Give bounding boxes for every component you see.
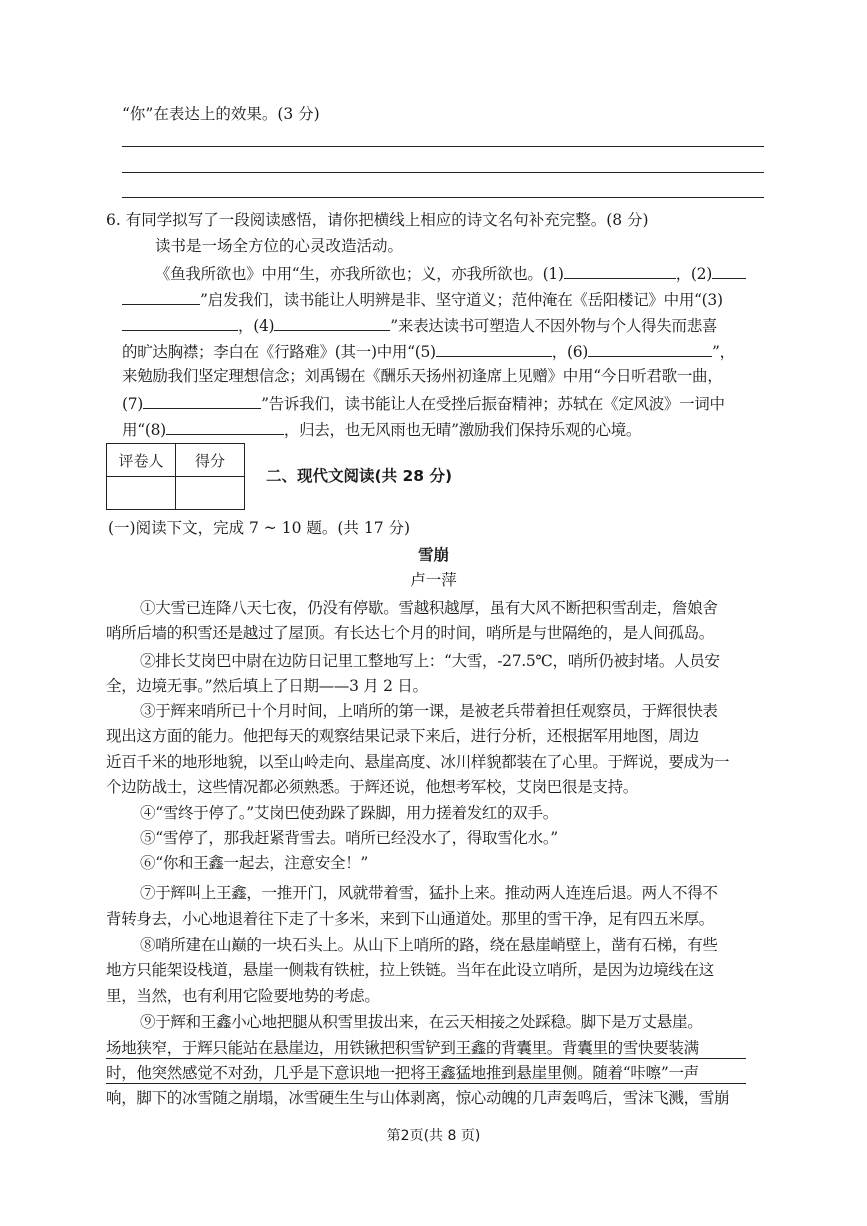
article-line: ②排长艾岗巴中尉在边防日记里工整地写上：“大雪，-27.5℃，哨所仍被封堵。人员安 xyxy=(140,652,720,670)
part1-instruction: (一)阅读下文，完成 7 ~ 10 题。(共 17 分) xyxy=(108,519,411,537)
q6-l3a: ，(4) xyxy=(238,317,275,335)
article-line: ③于辉来哨所已十个月时间，上哨所的第一课，是被老兵带着担任观察员，于辉很快表 xyxy=(140,702,718,720)
q6-line4 xyxy=(122,340,762,362)
q6-l6a: (7) xyxy=(122,395,144,413)
blank-2-start[interactable] xyxy=(712,262,746,279)
q6-line3 xyxy=(122,314,762,336)
article-line: 背转身去，小心地退着往下走了十多米，来到下山通道处。那里的雪干净，足有四五米厚。 xyxy=(106,910,715,928)
answer-line-3 xyxy=(122,197,764,198)
article-line: 全，边境无事。”然后填上了日期——3 月 2 日。 xyxy=(106,677,428,695)
article-line: ⑧哨所建在山巅的一块石头上。从山下上哨所的路，绕在悬崖峭壁上，凿有石梯，有些 xyxy=(140,936,718,954)
article-line: 场地狭窄，于辉只能站在悬崖边，用铁锹把积雪铲到王鑫的背囊里。背囊里的雪快要装满 xyxy=(106,1038,746,1059)
answer-line-2 xyxy=(122,172,764,173)
q5-tail: “你”在表达上的效果。(3 分) xyxy=(122,105,320,123)
article-line: ④“雪终于停了。”艾岗巴使劲跺了跺脚，用力搓着发红的双手。 xyxy=(140,804,558,822)
article-author: 卢一萍 xyxy=(410,571,457,589)
q6-title: 6. 有同学拟写了一段阅读感悟，请你把横线上相应的诗文名句补充完整。(8 分) xyxy=(106,211,649,229)
section-heading: 二、现代文阅读(共 28 分) xyxy=(266,467,453,485)
reviewer-cell[interactable] xyxy=(107,477,176,510)
q6-l4b: ，(6) xyxy=(551,343,589,361)
q6-l7a: 用“(8) xyxy=(122,421,166,439)
q6-l6b: ”告诉我们，读书能让人在受挫后振奋精神；苏轼在《定风波》一词中 xyxy=(261,395,725,413)
article-line: 个边防战士，这些情况都必须熟悉。于辉还说，他想考军校，艾岗巴很是支持。 xyxy=(106,778,639,796)
q6-para1: 读书是一场全方位的心灵改造活动。 xyxy=(155,237,404,255)
article-title: 雪崩 xyxy=(417,546,449,564)
q6-line5: 来勉励我们坚定理想信念；刘禹锡在《酬乐天扬州初逢席上见赠》中用“今日听君歌一曲， xyxy=(122,367,723,385)
q6-l4a: 的旷达胸襟；李白在《行路难》(其一)中用“(5) xyxy=(122,343,436,361)
blank-7[interactable] xyxy=(143,392,261,409)
article-line: ⑦于辉叫上王鑫，一推开门，风就带着雪，猛扑上来。推动两人连连后退。两人不得不 xyxy=(140,884,718,902)
blank-5[interactable] xyxy=(436,340,552,357)
q6-line6 xyxy=(122,392,762,414)
article-line: ①大雪已连降八天七夜，仍没有停歇。雪越积越厚，虽有大风不断把积雪刮走，詹娘舍 xyxy=(140,599,718,617)
q6-l2: ”启发我们，读书能让人明辨是非、坚守道义；范仲淹在《岳阳楼记》中用“(3) xyxy=(200,291,723,309)
score-cell[interactable] xyxy=(176,477,245,510)
q6-line2 xyxy=(122,288,762,310)
article-line: 近百千米的地形地貌，以至山岭走向、悬崖高度、冰川样貌都装在了心里。于辉说，要成为一 xyxy=(106,753,730,771)
answer-line-1 xyxy=(122,146,764,147)
q6-l4c: ”， xyxy=(712,343,735,361)
article-line: ⑨于辉和王鑫小心地把腿从积雪里拔出来，在云天相接之处踩稳。脚下是万丈悬崖。 xyxy=(140,1013,703,1031)
article-line: ⑤“雪停了，那我赶紧背雪去。哨所已经没水了，得取雪化水。” xyxy=(140,829,558,847)
page-footer: 第2页(共 8 页) xyxy=(386,1128,481,1144)
blank-2-end[interactable] xyxy=(122,288,200,305)
q6-l3b: ”来表达读书可塑造人不因外物与个人得失而悲喜 xyxy=(390,317,718,335)
blank-4[interactable] xyxy=(274,314,390,331)
blank-3[interactable] xyxy=(122,314,238,331)
score-table xyxy=(106,443,245,510)
q6-l7b: ，归去，也无风雨也无晴”激励我们保持乐观的心境。 xyxy=(283,421,642,439)
blank-6[interactable] xyxy=(588,340,712,357)
q6-l1b: ，(2) xyxy=(675,265,712,283)
article-line: 响，脚下的冰雪随之崩塌，冰雪硬生生与山体剥离，惊心动魄的几声轰鸣后，雪沫飞溅，雪崩 xyxy=(106,1089,730,1107)
article-line: ⑥“你和王鑫一起去，注意安全！” xyxy=(140,854,369,872)
article-line: 里，当然，也有利用它险要地势的考虑。 xyxy=(106,987,380,1005)
article-line: 哨所后墙的积雪还是越过了屋顶。有长达七个月的时间，哨所是与世隔绝的，是人间孤岛。 xyxy=(106,624,715,642)
q6-line7 xyxy=(122,418,762,440)
article-line: 现出这方面的能力。他把每天的观察结果记录下来后，进行分析，还根据军用地图，周边 xyxy=(106,727,699,745)
score-header: 得分 xyxy=(176,444,245,477)
article-line: 时，他突然感觉不对劲，几乎是下意识地一把将王鑫猛地推到悬崖里侧。随着“咔嚓”一声 xyxy=(106,1063,746,1084)
article-line: 地方只能架设栈道，悬崖一侧栽有铁桩，拉上铁链。当年在此设立哨所，是因为边境线在这 xyxy=(106,961,715,979)
blank-8[interactable] xyxy=(166,418,284,435)
blank-1[interactable] xyxy=(564,262,676,279)
q6-line1 xyxy=(155,262,795,284)
q6-l1a: 《鱼我所欲也》中用“生，亦我所欲也；义，亦我所欲也。(1) xyxy=(155,265,564,283)
reviewer-header: 评卷人 xyxy=(107,444,176,477)
